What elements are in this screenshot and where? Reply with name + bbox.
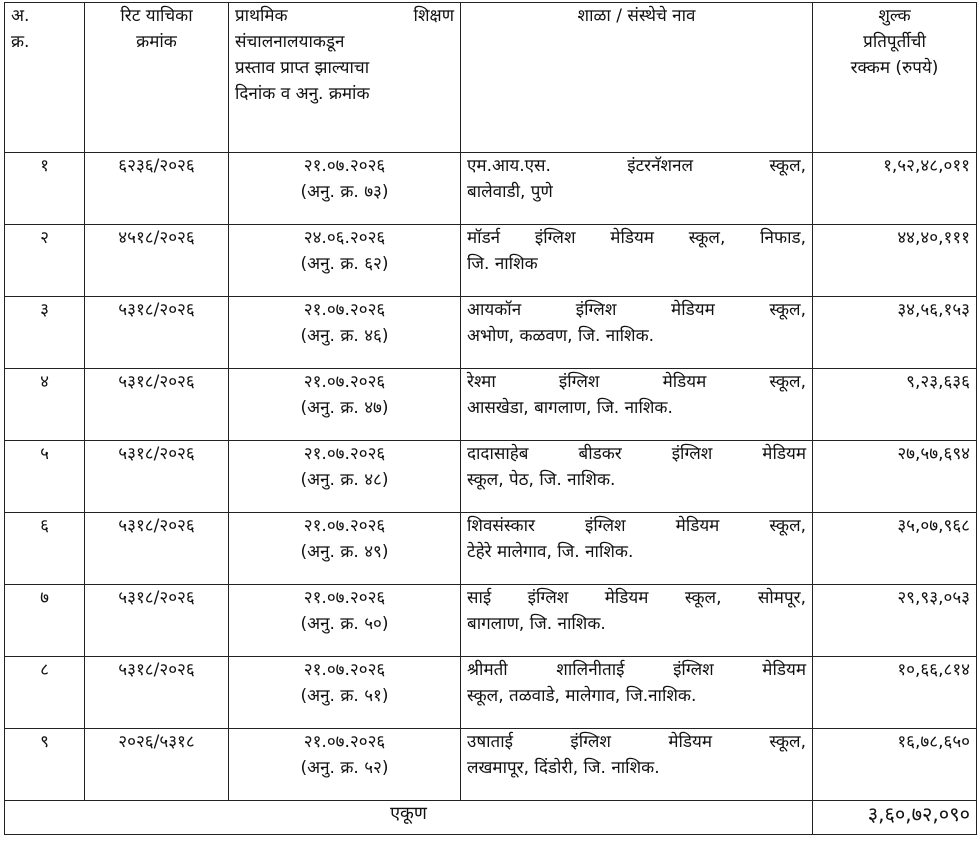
- amount-cell: [813, 153, 977, 225]
- table-footer: [5, 801, 977, 835]
- header-proposal-line: संचालनालयाकडून: [235, 32, 345, 52]
- amount-value: १,५२,४८,०११: [883, 156, 970, 176]
- header-amount-line: शुल्क: [878, 6, 911, 26]
- table-row: [5, 153, 977, 225]
- table-body: [5, 153, 977, 801]
- amount-cell: [813, 729, 977, 801]
- proposal-date-cell: [229, 441, 461, 513]
- school-name-line: एम.आय.एस. इंटरनॅशनल स्कूल,: [467, 156, 806, 176]
- amount-value: ९,२३,६३६: [906, 372, 970, 392]
- writ-number: ५३१८/२०२६: [118, 588, 195, 608]
- proposal-date: २१.०७.२०२६: [303, 444, 386, 464]
- header-amount: [813, 3, 977, 153]
- school-name-line: आयकॉन इंग्लिश मेडियम स्कूल,: [467, 300, 806, 320]
- header-writ-line: रिट याचिका: [120, 6, 193, 26]
- table-row: [5, 729, 977, 801]
- total-row: [5, 801, 977, 835]
- writ-number: ५३१८/२०२६: [118, 444, 195, 464]
- proposal-date-cell: [229, 513, 461, 585]
- school-name-line: रेश्मा इंग्लिश मेडियम स्कूल,: [467, 372, 806, 392]
- header-proposal-date: [229, 3, 461, 153]
- header-row: [5, 3, 977, 153]
- proposal-anu-number: (अनु. क्र. ५०): [300, 614, 389, 634]
- school-name-cell: [461, 441, 813, 513]
- table-row: [5, 369, 977, 441]
- serial-number: २: [40, 228, 49, 248]
- serial-cell: [5, 441, 85, 513]
- table-row: [5, 297, 977, 369]
- table-row: [5, 585, 977, 657]
- header-serial-line: अ.: [11, 6, 30, 26]
- amount-cell: [813, 513, 977, 585]
- proposal-date: २१.०७.२०२६: [303, 156, 386, 176]
- writ-number: ४५१८/२०२६: [118, 228, 195, 248]
- proposal-date: २१.०७.२०२६: [303, 516, 386, 536]
- serial-cell: [5, 585, 85, 657]
- amount-value: २९,९३,०५३: [897, 588, 970, 608]
- writ-number-cell: [85, 153, 229, 225]
- amount-value: २७,५७,६९४: [897, 444, 970, 464]
- serial-number: १: [40, 156, 49, 176]
- proposal-date: २१.०७.२०२६: [303, 300, 386, 320]
- school-name-cell: [461, 297, 813, 369]
- school-name-cell: [461, 657, 813, 729]
- serial-number: ५: [40, 444, 49, 464]
- writ-number-cell: [85, 513, 229, 585]
- school-name-line: स्कूल, तळवाडे, मालेगाव, जि.नाशिक.: [467, 686, 697, 706]
- school-name-line: टेहेरे मालेगाव, जि. नाशिक.: [467, 542, 634, 562]
- school-name-line: स्कूल, पेठ, जि. नाशिक.: [467, 470, 616, 490]
- school-name-cell: [461, 153, 813, 225]
- school-name-line: आसखेडा, बागलाण, जि. नाशिक.: [467, 398, 673, 418]
- table-header: [5, 3, 977, 153]
- writ-number-cell: [85, 657, 229, 729]
- fee-reimbursement-table: [4, 2, 977, 835]
- proposal-date: २१.०७.२०२६: [303, 588, 386, 608]
- proposal-date-cell: [229, 657, 461, 729]
- serial-cell: [5, 657, 85, 729]
- proposal-date-cell: [229, 729, 461, 801]
- school-name-line: श्रीमती शालिनीताई इंग्लिश मेडियम: [467, 660, 806, 680]
- header-school-line: शाळा / संस्थेचे नाव: [577, 6, 696, 26]
- table-row: [5, 513, 977, 585]
- writ-number: ५३१८/२०२६: [118, 516, 195, 536]
- proposal-date-cell: [229, 297, 461, 369]
- school-name-line: दादासाहेब बीडकर इंग्लिश मेडियम: [467, 444, 806, 464]
- total-label: एकूण: [5, 801, 813, 835]
- serial-number: ८: [40, 660, 49, 680]
- serial-number: ३: [40, 300, 49, 320]
- proposal-anu-number: (अनु. क्र. ४६): [300, 326, 389, 346]
- writ-number: ६२३६/२०२६: [118, 156, 195, 176]
- header-serial-line: क्र.: [11, 32, 30, 52]
- header-serial: [5, 3, 85, 153]
- writ-number: २०२६/५३१८: [118, 732, 195, 752]
- header-writ-petition: [85, 3, 229, 153]
- writ-number: ५३१८/२०२६: [118, 372, 195, 392]
- school-name-line: साई इंग्लिश मेडियम स्कूल, सोमपूर,: [467, 588, 806, 608]
- proposal-date: २१.०७.२०२६: [303, 732, 386, 752]
- table-row: [5, 225, 977, 297]
- school-name-cell: [461, 369, 813, 441]
- header-amount-line: प्रतिपूर्तीची: [863, 32, 926, 52]
- writ-number: ५३१८/२०२६: [118, 660, 195, 680]
- school-name-line: उषाताई इंग्लिश मेडियम स्कूल,: [467, 732, 806, 752]
- school-name-cell: [461, 729, 813, 801]
- proposal-date-cell: [229, 369, 461, 441]
- school-name-line: शिवसंस्कार इंग्लिश मेडियम स्कूल,: [467, 516, 806, 536]
- amount-cell: [813, 297, 977, 369]
- proposal-anu-number: (अनु. क्र. ७३): [300, 182, 389, 202]
- writ-number-cell: [85, 297, 229, 369]
- total-value: ३,६०,७२,०९०: [813, 801, 977, 835]
- writ-number: ५३१८/२०२६: [118, 300, 195, 320]
- serial-cell: [5, 729, 85, 801]
- header-proposal-line: प्रस्ताव प्राप्त झाल्याचा: [235, 58, 370, 78]
- writ-number-cell: [85, 441, 229, 513]
- proposal-date: २४.०६.२०२६: [303, 228, 386, 248]
- proposal-anu-number: (अनु. क्र. ४८): [300, 470, 389, 490]
- serial-number: ६: [40, 516, 49, 536]
- amount-value: ३४,५६,१५३: [897, 300, 970, 320]
- header-school-name: [461, 3, 813, 153]
- proposal-date: २१.०७.२०२६: [303, 660, 386, 680]
- header-proposal-line: दिनांक व अनु. क्रमांक: [235, 84, 370, 104]
- serial-number: ७: [40, 588, 49, 608]
- header-amount-line: रक्कम (रुपये): [850, 58, 939, 78]
- serial-cell: [5, 297, 85, 369]
- amount-value: ४४,४०,१११: [897, 228, 970, 248]
- amount-value: १६,७८,६५०: [897, 732, 970, 752]
- table-row: [5, 657, 977, 729]
- amount-cell: [813, 369, 977, 441]
- proposal-date-cell: [229, 153, 461, 225]
- writ-number-cell: [85, 585, 229, 657]
- serial-number: ९: [40, 732, 49, 752]
- school-name-line: अभोण, कळवण, जि. नाशिक.: [467, 326, 655, 346]
- school-name-line: लखमापूर, दिंडोरी, जि. नाशिक.: [467, 758, 660, 778]
- serial-cell: [5, 225, 85, 297]
- amount-value: ३५,०७,९६८: [897, 516, 970, 536]
- header-writ-line: क्रमांक: [136, 32, 177, 52]
- proposal-anu-number: (अनु. क्र. ४७): [300, 398, 389, 418]
- serial-cell: [5, 369, 85, 441]
- amount-cell: [813, 225, 977, 297]
- proposal-date-cell: [229, 585, 461, 657]
- school-name-cell: [461, 225, 813, 297]
- serial-cell: [5, 513, 85, 585]
- amount-cell: [813, 585, 977, 657]
- school-name-cell: [461, 585, 813, 657]
- writ-number-cell: [85, 369, 229, 441]
- school-name-cell: [461, 513, 813, 585]
- school-name-line: जि. नाशिक: [467, 254, 538, 274]
- header-proposal-line: प्राथमिक शिक्षण: [235, 6, 454, 26]
- writ-number-cell: [85, 729, 229, 801]
- proposal-anu-number: (अनु. क्र. ५२): [300, 758, 389, 778]
- amount-value: १०,६६,८१४: [897, 660, 970, 680]
- writ-number-cell: [85, 225, 229, 297]
- proposal-date: २१.०७.२०२६: [303, 372, 386, 392]
- school-name-line: बागलाण, जि. नाशिक.: [467, 614, 606, 634]
- proposal-anu-number: (अनु. क्र. ४९): [300, 542, 389, 562]
- school-name-line: बालेवाडी, पुणे: [467, 182, 553, 202]
- table-row: [5, 441, 977, 513]
- amount-cell: [813, 441, 977, 513]
- proposal-anu-number: (अनु. क्र. ६२): [300, 254, 389, 274]
- school-name-line: मॉडर्न इंग्लिश मेडियम स्कूल, निफाड,: [467, 228, 806, 248]
- serial-number: ४: [40, 372, 49, 392]
- amount-cell: [813, 657, 977, 729]
- proposal-date-cell: [229, 225, 461, 297]
- serial-cell: [5, 153, 85, 225]
- proposal-anu-number: (अनु. क्र. ५१): [300, 686, 389, 706]
